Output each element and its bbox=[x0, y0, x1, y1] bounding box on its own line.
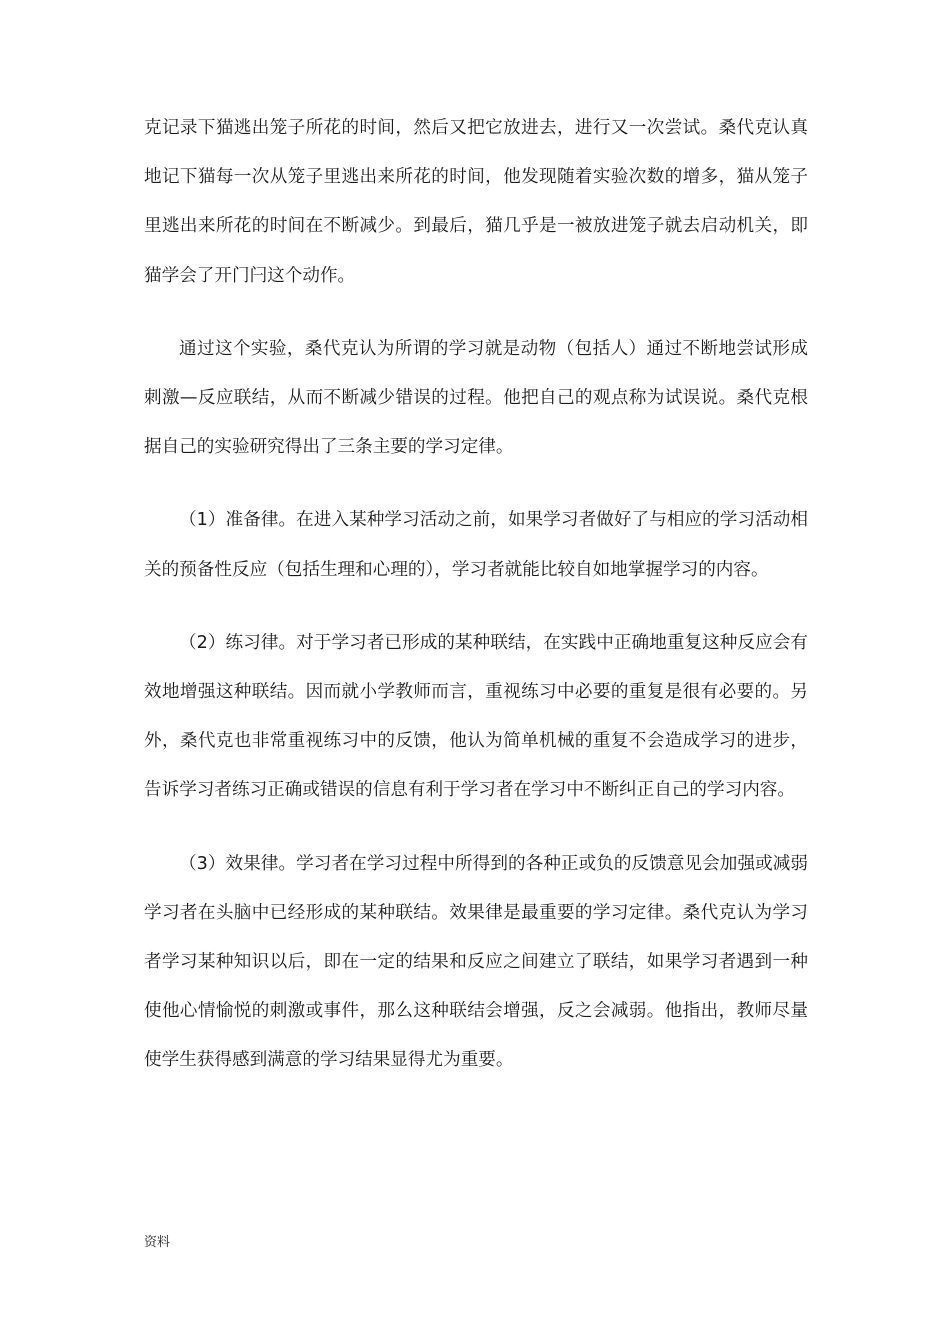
paragraph-gap bbox=[144, 595, 808, 619]
paragraph-law-of-effect: （3）效果律。学习者在学习过程中所得到的各种正或负的反馈意见会加强或减弱学习者在头脑中已经形成的某种联结。效果律是最重要的学习定律。桑代克认为学习者学习某种知识以后，即在一定的结果和反应之间建立了联结，如果学习者遇到一种使他心情愉悦的刺激或事件，那么这种联结会增强，反之会减弱。他指出，教师尽量使学生获得感到满意的学习结果显得尤为重要。 bbox=[144, 853, 808, 1071]
document-body bbox=[144, 104, 808, 1086]
paragraph-gap bbox=[144, 816, 808, 840]
paragraph-gap bbox=[144, 472, 808, 496]
page-footer-label: 资料 bbox=[144, 1235, 171, 1250]
paragraph-trial-and-error-theory: 通过这个实验，桑代克认为所谓的学习就是动物（包括人）通过不断地尝试形成刺激—反应联结，从而不断减少错误的过程。他把自己的观点称为试误说。桑代克根据自己的实验研究得出了三条主要的学习定律。 bbox=[144, 338, 808, 458]
paragraph-law-of-readiness: （1）准备律。在进入某种学习活动之前，如果学习者做好了与相应的学习活动相关的预备性反应（包括生理和心理的），学习者就能比较自如地掌握学习的内容。 bbox=[144, 510, 808, 580]
paragraph-experiment-continuation: 克记录下猫逃出笼子所花的时间，然后又把它放进去，进行又一次尝试。桑代克认真地记下猫每一次从笼子里逃出来所花的时间，他发现随着实验次数的增多，猫从笼子里逃出来所花的时间在不断减少。到最后，猫几乎是一被放进笼子就去启动机关，即猫学会了开门闩这个动作。 bbox=[144, 118, 808, 286]
paragraph-law-of-exercise: （2）练习律。对于学习者已形成的某种联结，在实践中正确地重复这种反应会有效地增强这种联结。因而就小学教师而言，重视练习中必要的重复是很有必要的。另外，桑代克也非常重视练习中的反馈，他认为简单机械的重复不会造成学习的进步，告诉学习者练习正确或错误的信息有利于学习者在学习中不断纠正自己的学习内容。 bbox=[144, 632, 808, 801]
paragraph-gap bbox=[144, 301, 808, 325]
